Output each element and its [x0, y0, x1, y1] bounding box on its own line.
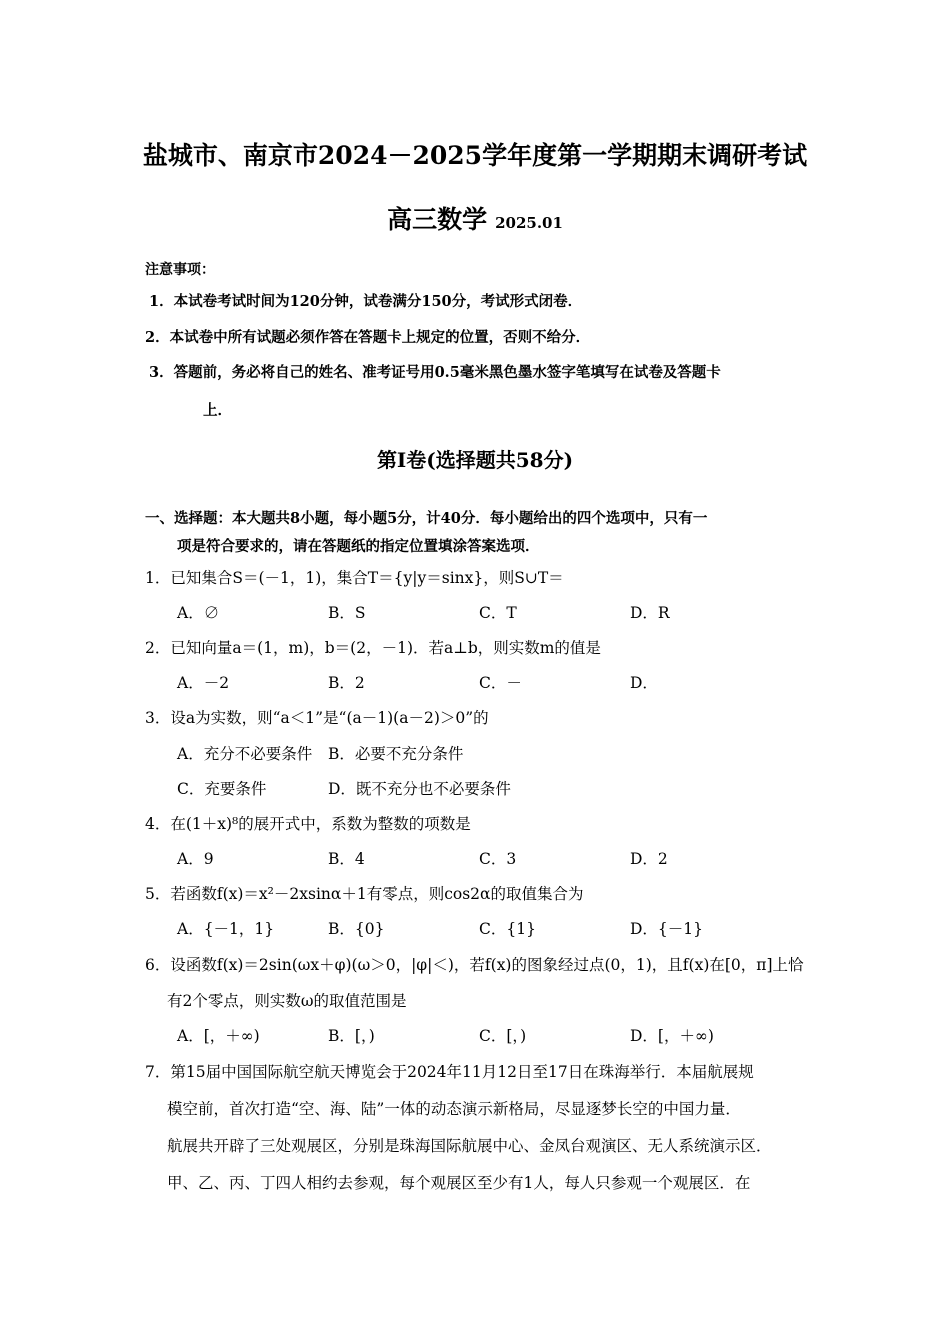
q5-option-d: D．{－1} [630, 920, 704, 938]
question-4-stem: 4．在(1＋x)⁸的展开式中，系数为整数的项数是 [145, 815, 471, 833]
q2-option-c: C．－ [479, 674, 522, 692]
q2-option-a: A．－2 [177, 674, 230, 692]
q6-option-a: A．[，＋∞) [177, 1027, 260, 1045]
q1-option-a: A．∅ [177, 604, 220, 622]
q1-option-d: D．R [630, 604, 670, 622]
q4-option-a: A．9 [177, 850, 214, 868]
question-7-line-3: 航展共开辟了三处观展区，分别是珠海国际航展中心、金凤台观演区、无人系统演示区． [167, 1137, 772, 1155]
exam-date: 2025.01 [495, 214, 563, 232]
section-intro-cont: 项是符合要求的，请在答题纸的指定位置填涂答案选项． [177, 538, 540, 555]
question-7-line-2: 模空前，首次打造“空、海、陆”一体的动态演示新格局，尽显逐梦长空的中国力量． [167, 1100, 741, 1118]
q5-option-c: C．{1} [479, 920, 536, 938]
q5-option-a: A．{－1，1} [177, 920, 275, 938]
q3-option-a: A．充分不必要条件 [177, 745, 313, 763]
exam-subtitle [0, 200, 950, 236]
q6-option-c: C．[，) [479, 1027, 527, 1045]
question-7-line-4: 甲、乙、丙、丁四人相约去参观，每个观展区至少有1人，每人只参观一个观展区．在 [167, 1174, 751, 1192]
q3-option-b: B．必要不充分条件 [328, 745, 464, 763]
question-3-stem: 3．设a为实数，则“a＜1”是“(a－1)(a－2)＞0”的 [145, 709, 489, 727]
q4-option-b: B．4 [328, 850, 365, 868]
section-title: 第Ⅰ卷(选择题共58分) [376, 448, 574, 472]
question-1-stem: 1．已知集合S＝(－1，1)，集合T＝{y|y＝sinx}，则S∪T＝ [145, 569, 564, 587]
question-2-stem: 2．已知向量a＝(1，m)，b＝(2，－1)．若a⊥b，则实数m的值是 [145, 639, 601, 657]
q5-option-b: B．{0} [328, 920, 385, 938]
q1-option-b: B．S [328, 604, 366, 622]
q6-option-d: D．[，＋∞) [630, 1027, 714, 1045]
q1-option-c: C．T [479, 604, 517, 622]
notice-heading: 注意事项： [145, 262, 215, 278]
q4-option-d: D．2 [630, 850, 668, 868]
notice-item-3-cont: 上． [203, 402, 232, 419]
question-7-line-1: 7．第15届中国国际航空航天博览会于2024年11月12日至17日在珠海举行．本届航展规 [145, 1063, 754, 1081]
subject-title: 高三数学 [387, 205, 488, 234]
section-intro: 一、选择题：本大题共8小题，每小题5分，计40分．每小题给出的四个选项中，只有一 [145, 510, 708, 527]
exam-title: 盐城市、南京市2024－2025学年度第一学期期末调研考试 [142, 141, 808, 170]
question-6-stem: 6．设函数f(x)＝2sin(ωx＋φ)(ω＞0，|φ|＜)，若f(x)的图象经过点(0，1)，且f(x)在[0，π]上恰 [145, 956, 804, 974]
notice-item-1: 1．本试卷考试时间为120分钟，试卷满分150分，考试形式闭卷． [149, 293, 583, 310]
notice-item-3: 3．答题前，务必将自己的姓名、准考证号用0.5毫米黑色墨水签字笔填写在试卷及答题卡 [149, 364, 721, 381]
q4-option-c: C．3 [479, 850, 517, 868]
q3-option-d: D．既不充分也不必要条件 [328, 780, 511, 798]
q2-option-b: B．2 [328, 674, 365, 692]
q2-option-d: D． [630, 674, 658, 692]
q6-option-b: B．[，) [328, 1027, 375, 1045]
q3-option-c: C．充要条件 [177, 780, 267, 798]
question-6-stem-cont: 有2个零点，则实数ω的取值范围是 [167, 992, 407, 1010]
notice-item-2: 2．本试卷中所有试题必须作答在答题卡上规定的位置，否则不给分． [145, 329, 591, 346]
question-5-stem: 5．若函数f(x)＝x²－2xsinα＋1有零点，则cos2α的取值集合为 [145, 885, 584, 903]
